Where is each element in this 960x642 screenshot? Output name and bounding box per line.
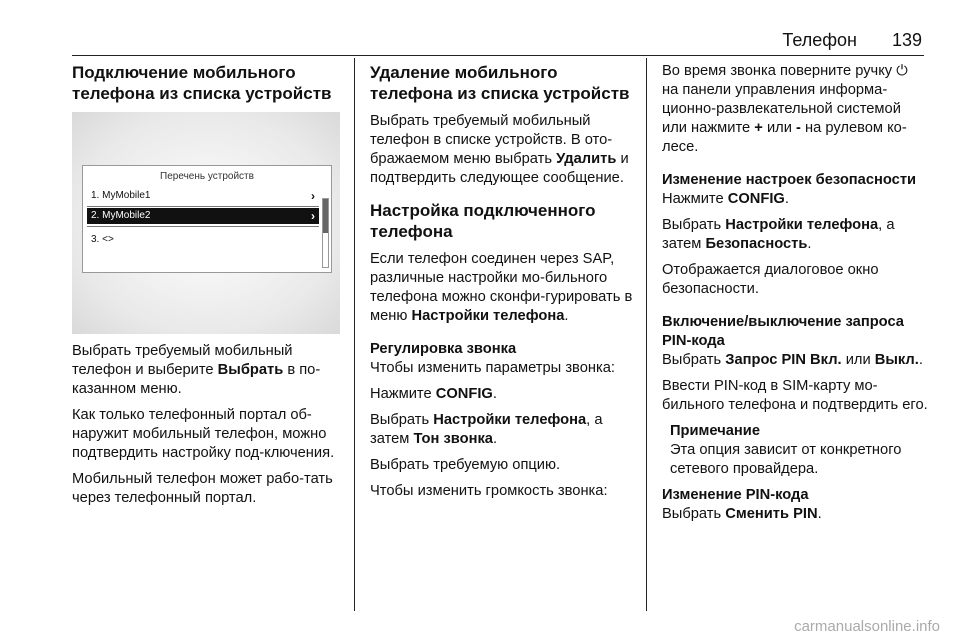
device-list-screen <box>82 165 332 273</box>
subheading: Регулировка звонка <box>370 341 517 357</box>
device-list-item[interactable]: 3. <> <box>91 234 114 245</box>
paragraph: Выбрать требуемый мобильный телефон и выберите Выбрать в по-казанном меню. <box>72 343 321 397</box>
list-separator <box>87 226 319 227</box>
header-divider <box>72 55 924 56</box>
page-header <box>0 30 960 52</box>
paragraph: Чтобы изменить громкость звонка: <box>370 483 608 499</box>
note-text: Эта опция зависит от конкретного сетевого провайдера. <box>670 442 902 477</box>
subheading: Изменение PIN-кода <box>662 487 809 503</box>
paragraph: Отображается диалоговое окно безопасности. <box>662 262 879 297</box>
screen-title: Перечень устройств <box>160 171 254 182</box>
page-number: 139 <box>891 30 922 50</box>
paragraph: Как только телефонный портал об-наружит мобильный телефон, можно подтвердить настройку под-ключения. <box>72 407 335 461</box>
note-title: Примечание <box>670 423 760 439</box>
scrollbar-thumb[interactable] <box>323 199 328 233</box>
device-list-illustration <box>72 112 340 334</box>
paragraph: Выбрать Настройки телефона, а затем Тон звонка. <box>370 412 603 447</box>
power-knob-icon: ⏻ <box>896 63 908 79</box>
paragraph: Выбрать требуемый мобильный телефон в списке устройств. В ото-бражаемом меню выбрать Удалить и подтвердить следующее сообщение. <box>370 113 629 186</box>
paragraph: Выбрать Запрос PIN Вкл. или Выкл.. <box>662 352 923 368</box>
scrollbar[interactable] <box>322 198 329 268</box>
section-heading: Подключение мобильного телефона из списка устройств <box>72 63 332 103</box>
page-title: Телефон <box>782 30 857 50</box>
device-list-item-selected[interactable]: 2. MyMobile2 › <box>87 208 319 224</box>
note-box <box>670 422 928 479</box>
column-1-text <box>72 342 344 515</box>
column-divider-2 <box>646 58 647 611</box>
section-heading: Удаление мобильного телефона из списка устройств <box>370 63 630 103</box>
chevron-right-icon: › <box>311 209 315 223</box>
paragraph: Мобильный телефон может рабо-тать через телефонный портал. <box>72 471 333 506</box>
paragraph: Выбрать требуемую опцию. <box>370 457 561 473</box>
column-1 <box>72 62 344 112</box>
chevron-right-icon: › <box>311 189 315 203</box>
column-2 <box>370 62 640 508</box>
paragraph: Чтобы изменить параметры звонка: <box>370 360 615 376</box>
paragraph: Выбрать Настройки телефона, а затем Безопасность. <box>662 217 895 252</box>
section-heading: Настройка подключенного телефона <box>370 201 596 241</box>
paragraph: Выбрать Сменить PIN. <box>662 506 822 522</box>
column-3 <box>662 62 928 531</box>
paragraph: Нажмите CONFIG. <box>370 386 497 402</box>
list-separator <box>87 206 319 207</box>
paragraph: Ввести PIN-код в SIM-карту мо-бильного телефона и подтвердить его. <box>662 378 928 413</box>
column-divider-1 <box>354 58 355 611</box>
paragraph: Если телефон соединен через SAP, различные настройки мо-бильного телефона можно сконфи-гурировать в меню Настройки телефона. <box>370 251 633 324</box>
paragraph: Нажмите CONFIG. <box>662 191 789 207</box>
watermark: carmanualsonline.info <box>794 618 940 635</box>
subheading: Изменение настроек безопасности <box>662 172 917 188</box>
paragraph: Во время звонка поверните ручку ⏻ на панели управления информа-ционно-развлекательной системой или нажмите + или - на рулевом ко-лесе. <box>662 63 908 155</box>
subheading: Включение/выключение запроса PIN-кода <box>662 314 904 349</box>
device-list-item[interactable]: 1. MyMobile1 › <box>91 189 315 203</box>
